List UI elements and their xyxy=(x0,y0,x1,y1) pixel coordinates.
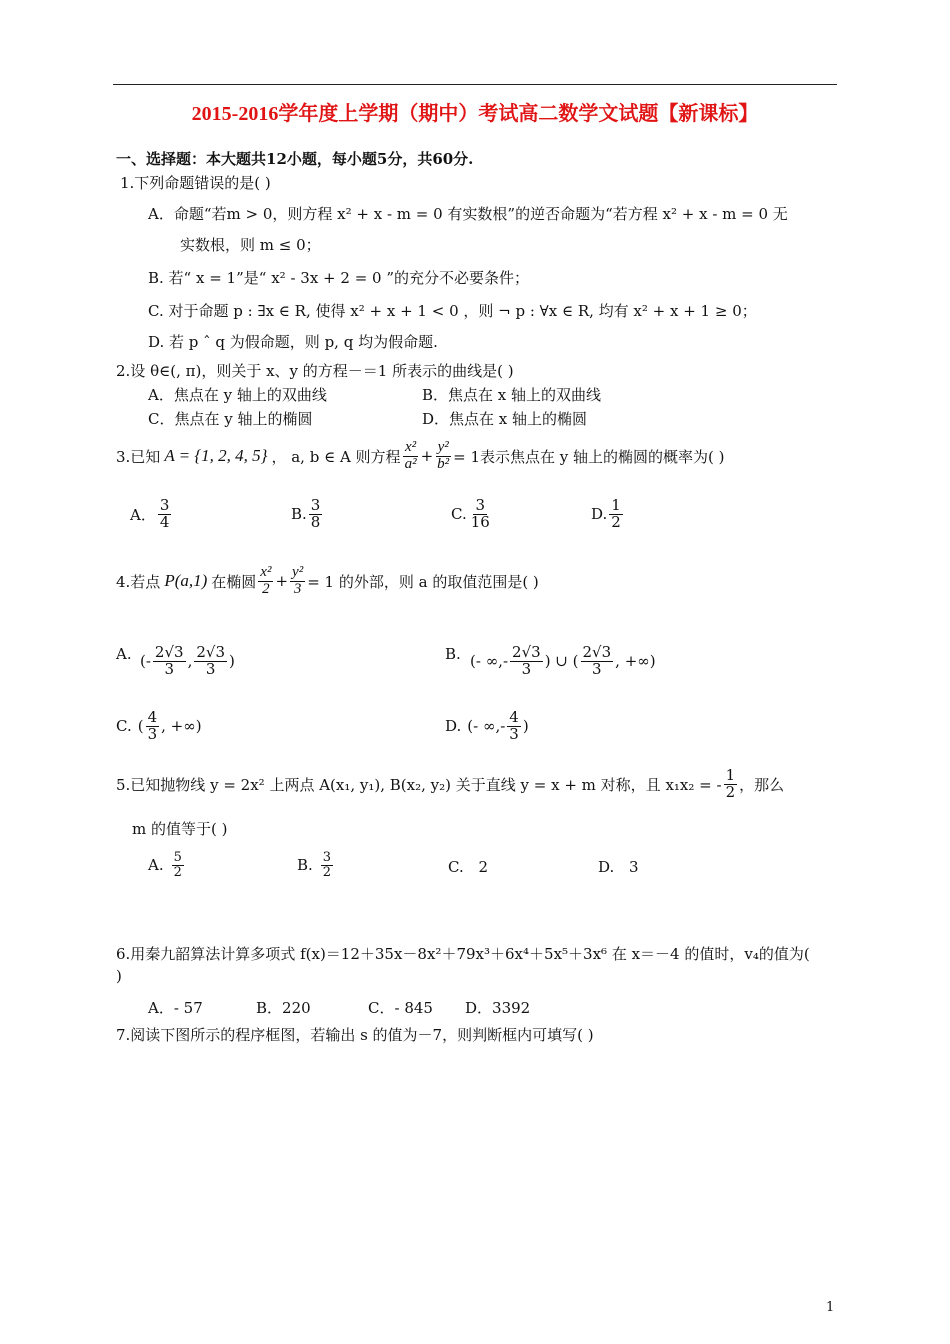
q5-line1 xyxy=(116,768,784,801)
q4-d-frac: $\frac{4}{3}$ xyxy=(509,708,519,743)
q3-option-d-frac: $\frac{1}{2}$ xyxy=(611,496,621,531)
q5-option-c-label: C. xyxy=(448,858,464,876)
q4-a-frac2: $\frac{2√3}{3}$ xyxy=(196,643,226,678)
page-number: 1 xyxy=(826,1300,835,1315)
q4-mid-text: 在椭圆 xyxy=(211,572,257,591)
q2-stem: 2.设 θ∈(, π)，则关于 x、y 的方程－＝1 所表示的曲线是( ) xyxy=(116,362,514,380)
q4-option-d: D. (- ∞,- $\frac{4}{3}$ ) xyxy=(445,708,529,743)
q1-stem: 1.下列命题错误的是( ) xyxy=(120,174,271,192)
q3-option-b xyxy=(291,498,324,531)
q5-option-a-frac: $\frac{5}{2}$ xyxy=(173,850,182,880)
q5-line1-end: ，那么 xyxy=(739,775,785,794)
q3-option-c-label: C. xyxy=(451,505,467,524)
q4-option-a: (- $\frac{2√3}{3}$ , $\frac{2√3}{3}$ ) xyxy=(140,643,235,678)
q5-option-d-value: 3 xyxy=(629,858,639,876)
q4-option-c: C. ( $\frac{4}{3}$ , +∞) xyxy=(116,708,202,743)
q7-stem: 7.阅读下图所示的程序框图，若输出 s 的值为－7，则判断框内可填写( ) xyxy=(116,1026,594,1044)
q2-option-c: C．焦点在 y 轴上的椭圆 xyxy=(148,410,313,428)
q1-option-a-cont: 实数根，则 m ≤ 0； xyxy=(180,236,321,254)
q5-option-a xyxy=(148,851,186,879)
q3-option-d-label: D. xyxy=(591,505,608,524)
q3-option-c xyxy=(451,498,494,531)
q6-option-a: A．- 57 xyxy=(148,999,203,1017)
q5-option-a-label: A. xyxy=(148,856,164,875)
q1-option-c: C. 对于命题 p : ∃x ∈ R, 使得 x² + x + 1 < 0 ，则 ¬ p : ∀x ∈ R, 均有 x² + x + 1 ≥ 0； xyxy=(148,302,757,320)
q4-option-d-label: D. xyxy=(445,717,462,736)
q5-option-b-label: B. xyxy=(297,856,313,875)
top-rule xyxy=(113,84,837,85)
q2-option-b: B．焦点在 x 轴上的双曲线 xyxy=(422,386,602,404)
q3-post-text: = 1表示焦点在 y 轴上的椭圆的概率为( ) xyxy=(453,447,725,466)
q3-frac-x: $\frac{\text{x²}}{\text{a²}}$ xyxy=(404,439,417,472)
q4-option-b: (- ∞,- $\frac{2√3}{3}$ ) ∪ ( $\frac{2√3}{3}$ , +∞) xyxy=(470,643,656,678)
q4-frac-x: $\frac{\text{x²}}{2}$ xyxy=(260,564,272,597)
q4-stem: 4.若点 P(a,1) 在椭圆 $\frac{\text{x²}}{2}$ + $\frac{\text{y²}}{3}$ = 1 的外部，则 a 的取值范围是( ) xyxy=(116,564,539,597)
q3-set: A = {1, 2, 4, 5} xyxy=(164,446,268,466)
q3-option-a-label: A． xyxy=(130,505,156,524)
q5-line1-text: 5.已知抛物线 y = 2x² 上两点 A(x₁, y₁), B(x₂, y₂) 关于直线 y = x + m 对称，且 x₁x₂ = - xyxy=(116,775,722,794)
q4-pre-text: 4.若点 xyxy=(116,572,161,591)
q4-option-a-label: A. xyxy=(116,645,132,663)
q5-option-b-frac: $\frac{3}{2}$ xyxy=(322,850,332,880)
q5-option-b xyxy=(297,851,335,879)
q3-mid-text: ， a, b ∈ A 则方程 xyxy=(271,447,401,466)
q6-option-d: D．3392 xyxy=(465,999,531,1017)
q4-a-frac1: $\frac{2√3}{3}$ xyxy=(154,643,184,678)
q4-option-c-label: C. xyxy=(116,717,132,736)
q2-option-d: D．焦点在 x 轴上的椭圆 xyxy=(422,410,588,428)
q4-option-b-label: B. xyxy=(445,645,461,663)
q6-line1: 6.用秦九韶算法计算多项式 f(x)＝12＋35x－8x²＋79x³＋6x⁴＋5x⁵＋3x⁶ 在 x＝－4 的值时，v₄的值为( xyxy=(116,945,810,963)
q4-b-frac2: $\frac{2√3}{3}$ xyxy=(582,643,612,678)
q3-stem: 3.已知 A = {1, 2, 4, 5} ， a, b ∈ A 则方程 $\frac{\text{x²}}{\text{a²}}$ + $\frac{\text{y²}}{\text{b²}}$ = 1表示焦点在 y 轴上的椭圆的概率为( ) xyxy=(116,439,725,472)
q6-option-b: B．220 xyxy=(256,999,311,1017)
q5-option-c-value: 2 xyxy=(478,858,489,876)
q6-option-c: C．- 845 xyxy=(368,999,433,1017)
q3-option-c-frac: $\frac{3}{16}$ xyxy=(470,496,490,531)
q3-option-b-label: B. xyxy=(291,505,307,524)
q2-option-a: A．焦点在 y 轴上的双曲线 xyxy=(148,386,327,404)
section-heading: 一、选择题：本大题共12小题，每小题5分，共60分. xyxy=(116,150,474,168)
q3-option-b-frac: $\frac{3}{8}$ xyxy=(310,496,321,531)
q4-point: P(a,1) xyxy=(164,571,208,591)
page-title: 2015-2016学年度上学期（期中）考试高二数学文试题【新课标】 xyxy=(191,103,759,125)
q3-option-a xyxy=(130,498,173,531)
q3-option-d xyxy=(591,498,625,531)
q3-frac-y: $\frac{\text{y²}}{\text{b²}}$ xyxy=(437,439,450,472)
q4-c-frac: $\frac{4}{3}$ xyxy=(147,708,158,743)
q5-frac: $\frac{1}{2}$ xyxy=(725,766,736,801)
q1-option-d: D. 若 p ˆ q 为假命题，则 p, q 均为假命题. xyxy=(148,333,438,351)
q4-frac-y: $\frac{\text{y²}}{3}$ xyxy=(292,564,304,597)
q4-post-text: = 1 的外部，则 a 的取值范围是( ) xyxy=(307,572,539,591)
q3-pre-text: 3.已知 xyxy=(116,447,161,466)
q5-option-c xyxy=(448,858,488,876)
q1-option-a: A．命题“若m > 0，则方程 x² + x - m = 0 有实数根”的逆否命题为“若方程 x² + x - m = 0 无 xyxy=(148,205,788,223)
q1-option-b: B. 若“ x = 1”是“ x² - 3x + 2 = 0 ”的充分不必要条件； xyxy=(148,269,530,287)
q5-option-d xyxy=(598,858,639,876)
q3-option-a-frac: $\frac{3}{4}$ xyxy=(159,496,170,531)
q6-line2: ) xyxy=(116,967,122,985)
q5-option-d-label: D. xyxy=(598,858,615,876)
q5-line2: m 的值等于( ) xyxy=(132,820,228,838)
q4-b-frac1: $\frac{2√3}{3}$ xyxy=(512,643,541,678)
